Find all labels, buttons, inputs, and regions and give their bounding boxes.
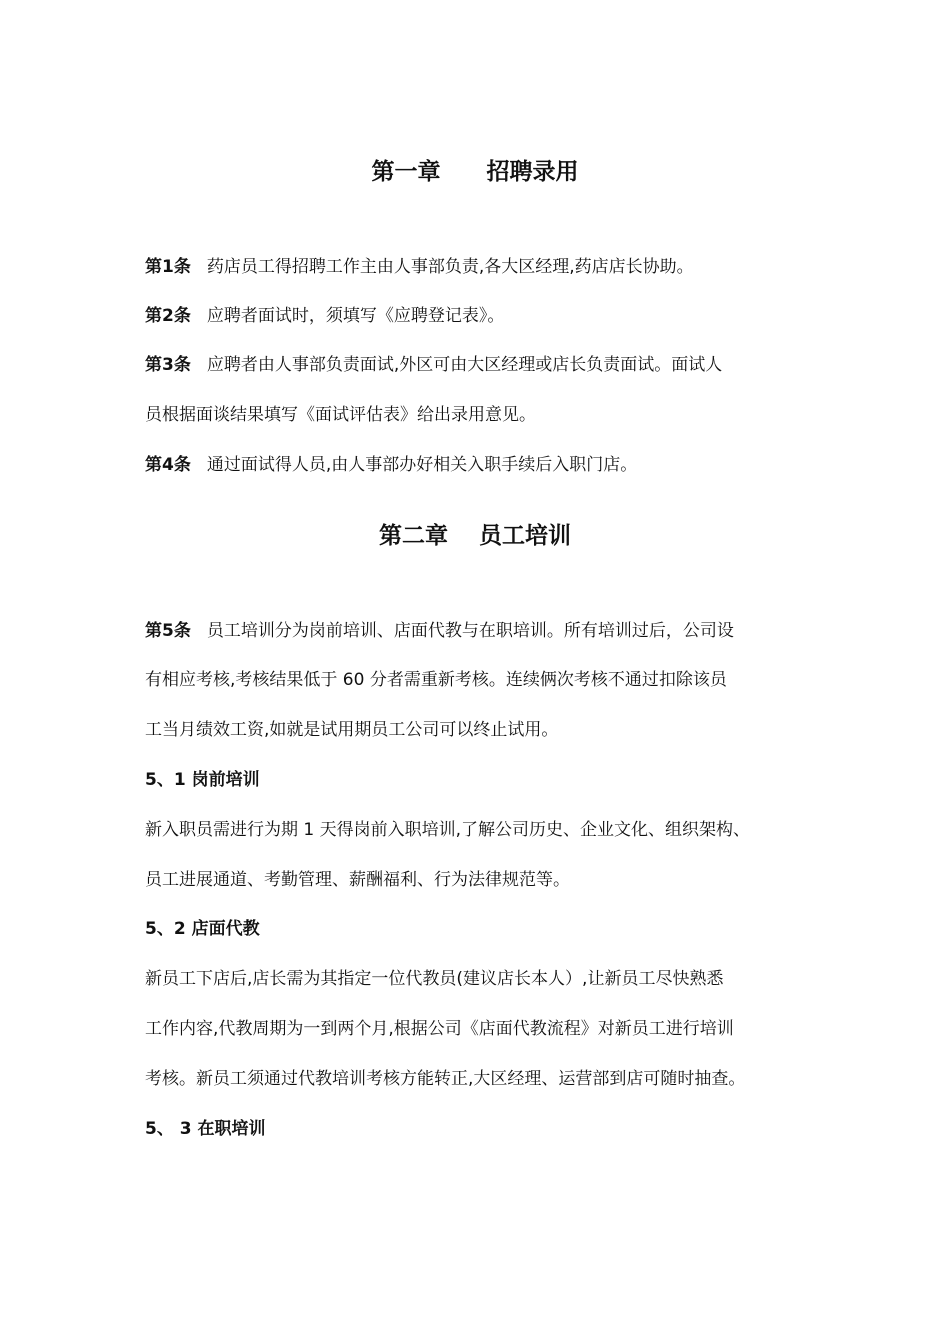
article-4-text: 通过面试得人员,由人事部办好相关入职手续后入职门店。 [206,455,638,475]
section-5-1-line-1: 新入职员需进行为期 1 天得岗前入职培训,了解公司历史、企业文化、组织架构、 [145,820,751,840]
section-5-2-heading: 5、2 店面代教 [145,919,260,939]
article-2 [145,303,825,329]
article-1 [145,254,825,280]
article-5-label: 第5条 [145,621,191,641]
article-5-text-line-1: 员工培训分为岗前培训、店面代教与在职培训。所有培训过后，公司设 [206,621,734,641]
article-2-label: 第2条 [145,306,191,326]
article-4 [145,452,825,478]
section-5-1-heading: 5、1 岗前培训 [145,770,260,790]
chapter-2-title: 第二章 员工培训 [378,523,571,549]
article-3 [145,352,825,378]
section-5-2-line-2: 工作内容,代教周期为一到两个月,根据公司《店面代教流程》对新员工进行培训 [145,1019,734,1039]
article-4-label: 第4条 [145,455,191,475]
section-5-2-line-3: 考核。新员工须通过代教培训考核方能转正,大区经理、运营部到店可随时抽查。 [145,1069,746,1089]
article-5-text-line-2: 有相应考核,考核结果低于 60 分者需重新考核。连续俩次考核不通过扣除该员 [145,670,727,690]
article-1-label: 第1条 [145,257,191,277]
article-5 [145,618,825,644]
section-5-3-heading: 5、 3 在职培训 [145,1119,266,1139]
section-5-2-line-1: 新员工下店后,店长需为其指定一位代教员(建议店长本人）,让新员工尽快熟悉 [145,969,724,989]
article-3-text-line-2: 员根据面谈结果填写《面试评估表》给出录用意见。 [145,405,536,425]
article-1-text: 药店员工得招聘工作主由人事部负责,各大区经理,药店店长协助。 [206,257,694,277]
article-5-text-line-3: 工当月绩效工资,如就是试用期员工公司可以终止试用。 [145,720,559,740]
chapter-1-title: 第一章 招聘录用 [371,159,579,185]
article-3-text-line-1: 应聘者由人事部负责面试,外区可由大区经理或店长负责面试。面试人 [206,355,723,375]
article-3-label: 第3条 [145,355,191,375]
article-2-text: 应聘者面试时，须填写《应聘登记表》。 [206,306,505,326]
section-5-1-line-2: 员工进展通道、考勤管理、薪酬福利、行为法律规范等。 [145,870,570,890]
